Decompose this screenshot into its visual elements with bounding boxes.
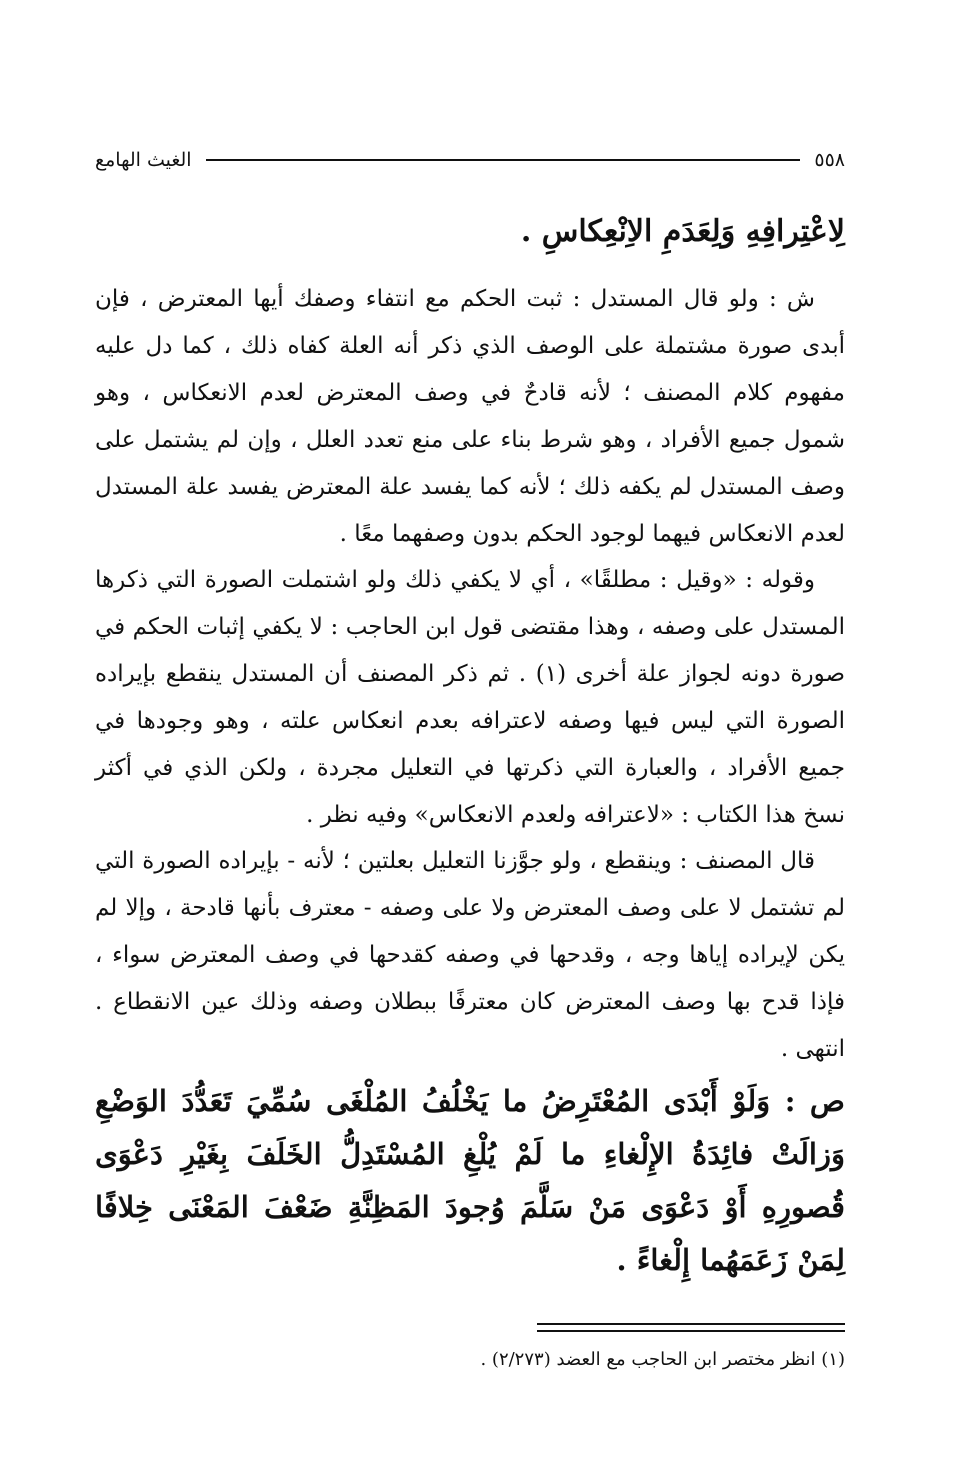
commentary-paragraph-1: ش : ولو قال المستدل : ثبت الحكم مع انتفاء وصفك أيها المعترض ، فإن أبدى صورة مشتملة على الوصف الذي ذكر أنه العلة كفاه ذلك ، كما دل عليه مفهوم كلام المصنف ؛ لأنه قادحٌ في وصف المعترض لعدم الانعكاس ، وهو شمول جميع الأفراد ، وهو شرط بناء على منع تعدد العلل ، وإن لم يشتمل على وصف المستدل لم يكفه ذلك ؛ لأنه كما يفسد علة المعترض يفسد علة المستدل لعدم الانعكاس فيهما لوجود الحكم بدون وصفهما معًا . xyxy=(95,286,845,547)
header-rule xyxy=(206,159,801,161)
footnote-separator xyxy=(537,1323,845,1332)
running-header xyxy=(95,140,845,180)
commentary-paragraph-3: قال المصنف : وينقطع ، ولو جوَّزنا التعليل بعلتين ؛ لأنه - بإيراده الصورة التي لم تشتمل لا على وصف المعترض ولا على وصفه - معترف بأنها قادحة ، وإلا لم يكن لإيراده إياها وجه ، وقدحها في وصفه كقدحها في وصف المعترض سواء ، فإذا قدح بها وصف المعترض كان معترفًا ببطلان وصفه وذلك عين الانقطاع . انتهى . xyxy=(95,848,845,1062)
footnote: (١) انظر مختصر ابن الحاجب مع العضد (٢/٢٧٣) . xyxy=(480,1349,845,1370)
book-title: الغيث الهامع xyxy=(95,149,192,171)
commentary-paragraph-2: وقوله : «وقيل : مطلقًا» ، أي لا يكفي ذلك ولو اشتملت الصورة التي ذكرها المستدل على وصفه ، وهذا مقتضى قول ابن الحاجب : لا يكفي إثبات الحكم في صورة دونه لجواز علة أخرى (١) . ثم ذكر المصنف أن المستدل ينقطع بإيراده الصورة التي ليس فيها وصفه لاعترافه بعدم انعكاس علته ، وهو وجودها في جميع الأفراد ، والعبارة التي ذكرتها في التعليل مجردة ، ولكن الذي في أكثر نسخ هذا الكتاب : «لاعترافه ولعدم الانعكاس» وفيه نظر . xyxy=(95,567,845,828)
matn-continuation: لِاعْتِرافِهِ وَلِعَدَمِ الاِنْعِكاسِ . xyxy=(520,214,845,249)
page-number: ٥٥٨ xyxy=(814,149,845,171)
matn-paragraph: ص : وَلَوْ أَبْدَى المُعْتَرِضُ ما يَخْلُفُ المُلْغَى سُمِّيَ تَعَدُّدَ الوَضْعِ وَزالَتْ فائِدَةُ الإِلْغاءِ ما لَمْ يُلْغِ المُسْتَدِلُّ الخَلَفَ بِغَيْرِ دَعْوَى قُصورِهِ أَوْ دَعْوَى مَنْ سَلَّمَ وُجودَ المَظِنَّةِ ضَعْفَ المَعْنَى خِلافًا لِمَنْ زَعَمَهُما إِلْغاءً . xyxy=(95,1084,845,1277)
